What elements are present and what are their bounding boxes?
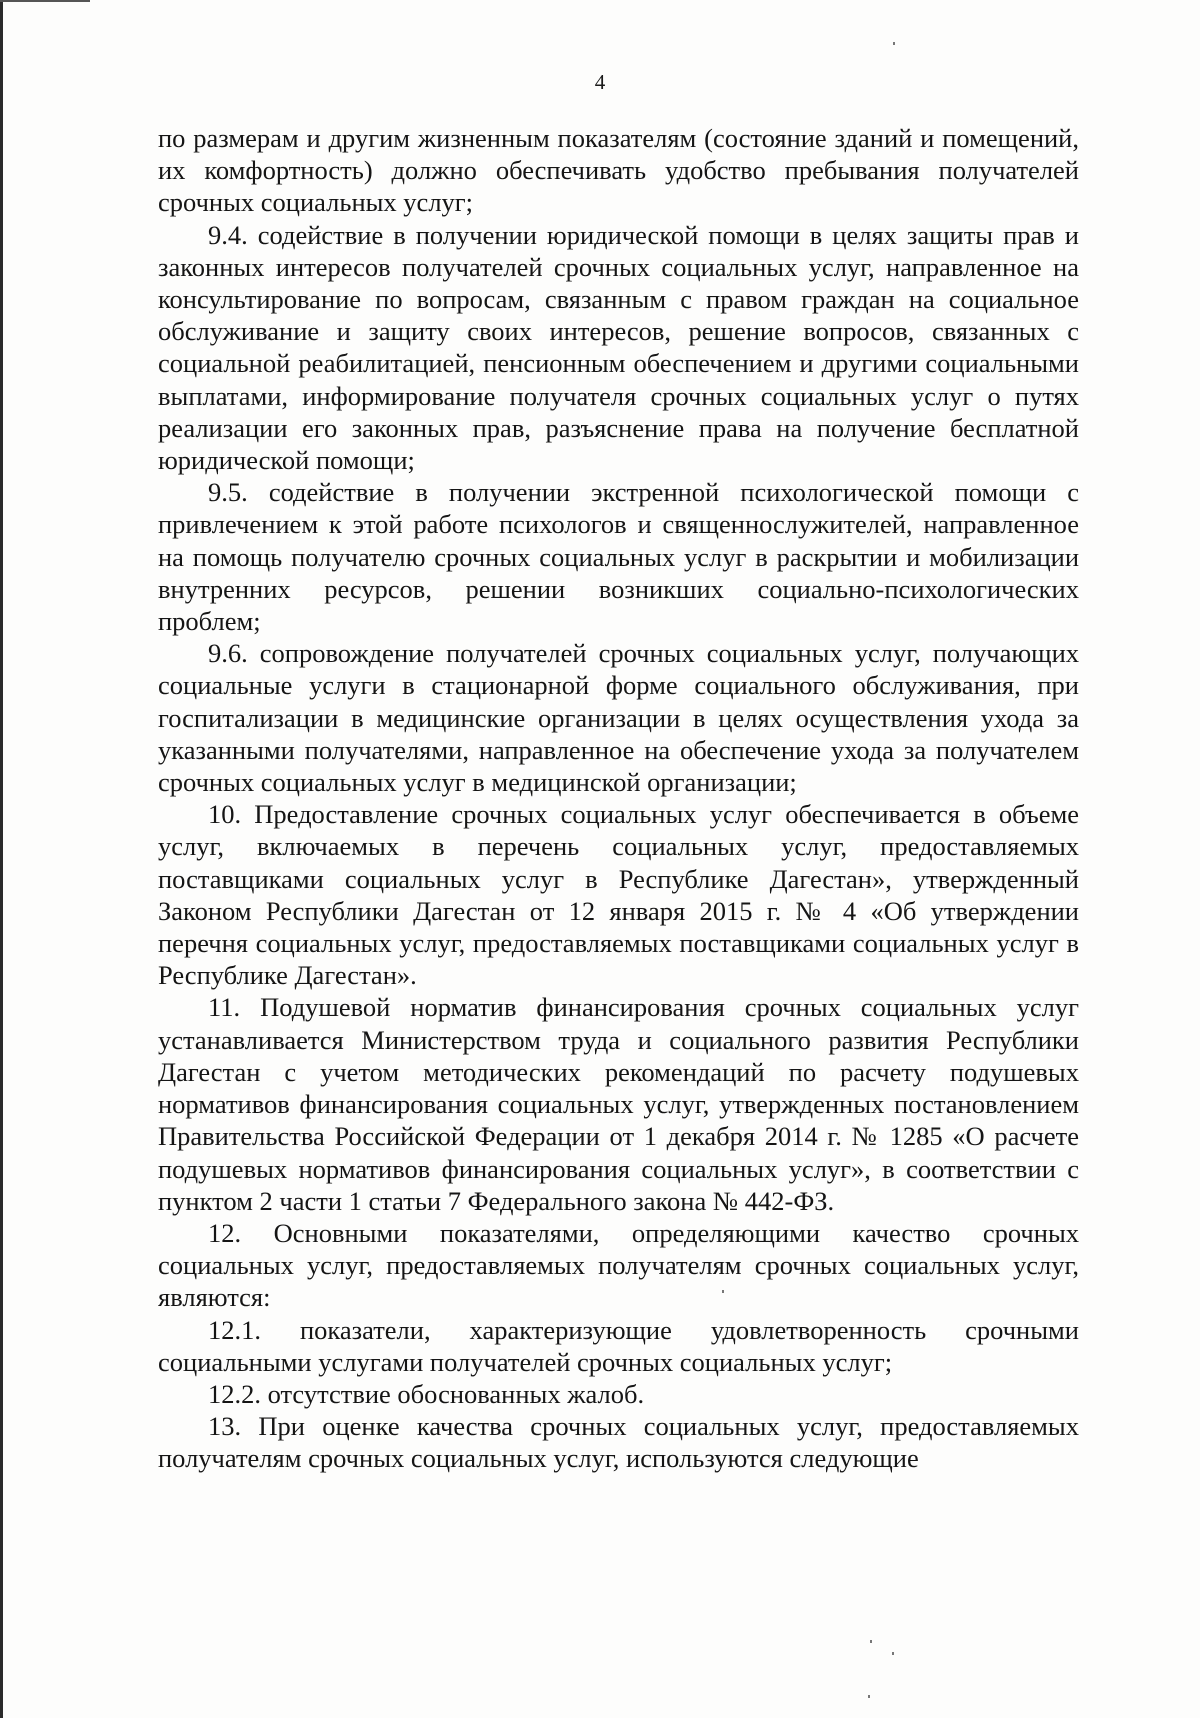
scan-speck [868, 1695, 870, 1698]
scan-left-edge [0, 0, 3, 1718]
paragraph-9-6: 9.6. сопровождение получателей срочных социальных услуг, получающих социальные услуги в стационарной форме социального обслуживания, при госпитализации в медицинские организации в целях осуществления ухода за указанными получателями, направленное на обеспечение ухода за получателем срочных социальных услуг в медицинской организации; [158, 638, 1079, 798]
scan-speck [892, 1652, 894, 1655]
paragraph-10: 10. Предоставление срочных социальных услуг обеспечивается в объеме услуг, включаемых в перечень социальных услуг, предоставляемых поставщиками социальных услуг в Республике Дагестан», утвержденный Законом Республики Дагестан от 12 января 2015 г. № 4 «Об утверждении перечня социальных услуг, предоставляемых поставщиками социальных услуг в Республике Дагестан». [158, 799, 1079, 991]
scan-speck [870, 1640, 872, 1643]
paragraph-11: 11. Подушевой норматив финансирования срочных социальных услуг устанавливается Министерством труда и социального развития Республики Дагестан с учетом методических рекомендаций по расчету подушевых нормативов финансирования социальных услуг, утвержденных постановлением Правительства Российской Федерации от 1 декабря 2014 г. № 1285 «О расчете подушевых нормативов финансирования социальных услуг», в соответствии с пунктом 2 части 1 статьи 7 Федерального закона № 442-ФЗ. [158, 992, 1079, 1216]
paragraph-12-1: 12.1. показатели, характеризующие удовлетворенность срочными социальными услугами получателей срочных социальных услуг; [158, 1314, 1079, 1377]
paragraph-13: 13. При оценке качества срочных социальных услуг, предоставляемых получателям срочных социальных услуг, используются следующие [158, 1411, 1079, 1474]
scan-speck [893, 42, 895, 45]
document-body [158, 122, 1079, 1475]
paragraph-continuation: по размерам и другим жизненным показателям (состояние зданий и помещений, их комфортность) должно обеспечивать удобство пребывания получателей срочных социальных услуг; [158, 123, 1079, 218]
paragraph-12-2: 12.2. отсутствие обоснованных жалоб. [208, 1378, 645, 1409]
scan-speck [722, 1290, 724, 1293]
page-number: 4 [594, 70, 606, 94]
paragraph-12: 12. Основными показателями, определяющими качество срочных социальных услуг, предоставляемых получателям срочных социальных услуг, являются: [158, 1217, 1079, 1313]
paragraph-9-4: 9.4. содействие в получении юридической помощи в целях защиты прав и законных интересов получателей срочных социальных услуг, направленное на консультирование по вопросам, связанным с правом граждан на социальное обслуживание и защиту своих интересов, решение вопросов, связанных с социальной реабилитацией, пенсионным обеспечением и другими социальными выплатами, информирование получателя срочных социальных услуг о путях реализации его законных прав, разъяснение права на получение бесплатной юридической помощи; [158, 219, 1079, 476]
paragraph-9-5: 9.5. содействие в получении экстренной психологической помощи с привлечением к этой работе психологов и священнослужителей, направленное на помощь получателю срочных социальных услуг в раскрытии и мобилизации внутренних ресурсов, решении возникших социально-психологических проблем; [158, 477, 1079, 637]
scan-top-edge [0, 0, 90, 2]
